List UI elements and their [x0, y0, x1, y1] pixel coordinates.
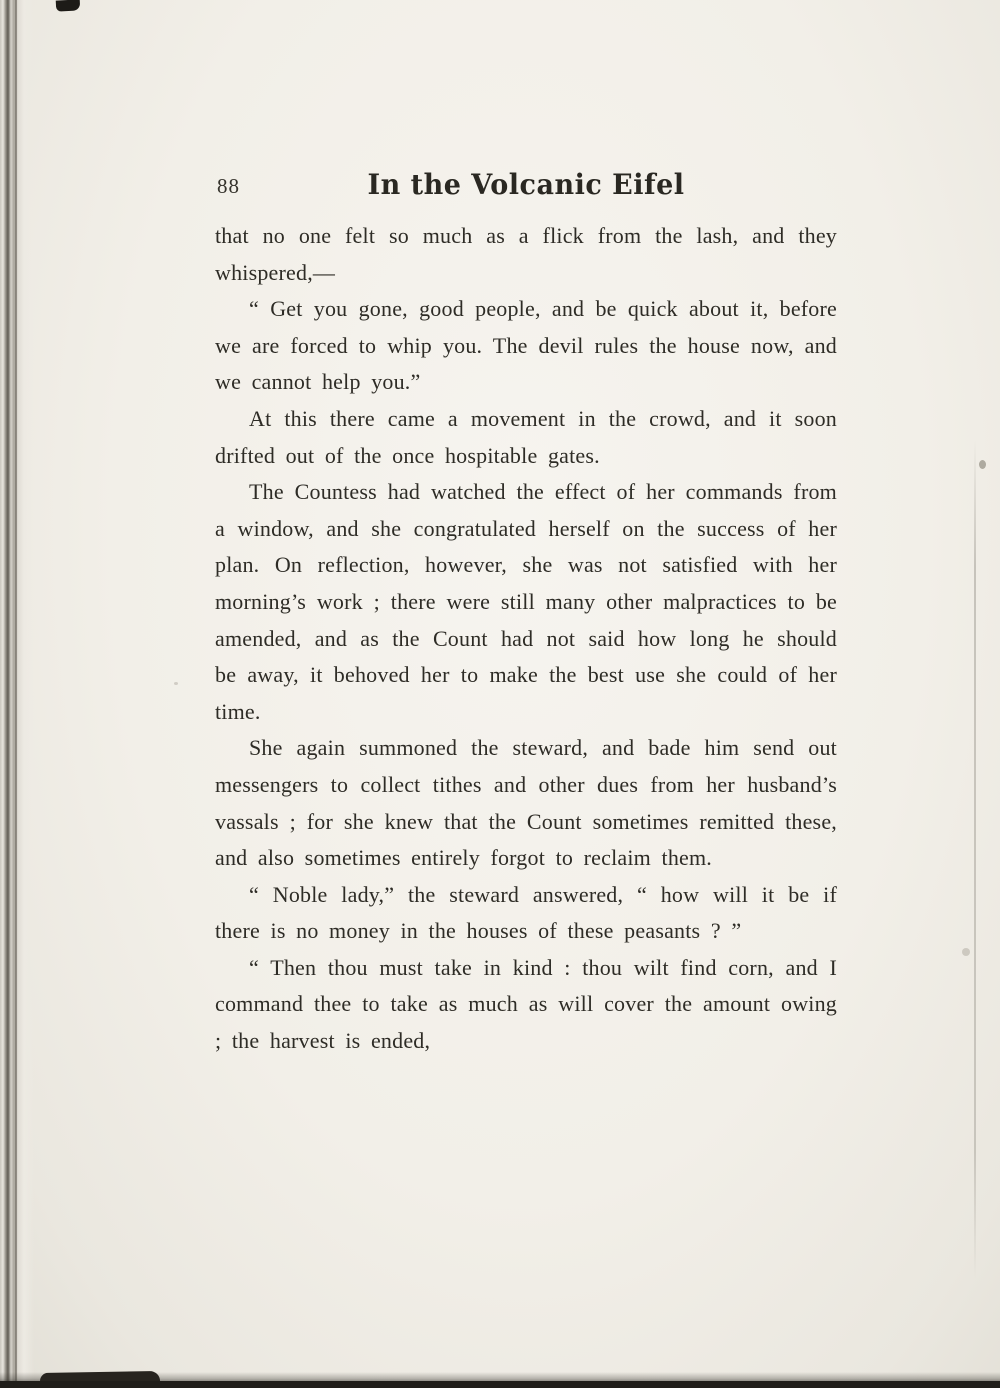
running-title: In the Volcanic Eifel — [367, 169, 685, 202]
scan-dark-bottom-strip — [0, 1381, 1000, 1388]
page-header — [215, 170, 837, 202]
binding-crease-line — [15, 0, 17, 1388]
book-gutter-shadow — [0, 0, 34, 1388]
paragraph: “ Then thou must take in kind : thou wilt find corn, and I command thee to take as much as will cover the amount owing ; the harvest is ended, — [215, 954, 837, 1054]
page-edge-right — [974, 440, 976, 1278]
scan-speck — [174, 682, 178, 685]
scan-speck — [962, 948, 970, 956]
paragraph: The Countess had watched the effect of her commands from a window, and she congratulated herself on the success of her plan. On reflection, however, she was not satisfied with her morning’s work ; there were still many other malpractices to be amended, and as the Count had not said how long he should be away, it behoved her to make the best use she could of her time. — [215, 479, 837, 724]
page-number: 88 — [217, 174, 240, 198]
paragraph: “ Noble lady,” the steward answered, “ how will it be if there is no money in the houses of these peasants ? ” — [215, 881, 837, 944]
paragraph: She again summoned the steward, and bade him send out messengers to collect tithes and other dues from her husband’s vassals ; for she knew that the Count sometimes remitted these, and also sometimes entirely forgot to reclaim them. — [215, 735, 837, 871]
paragraph: that no one felt so much as a flick from the lash, and they whispered,— — [215, 223, 837, 285]
text-block — [215, 170, 837, 1060]
paragraph: “ Get you gone, good people, and be quick about it, before we are forced to whip you. The devil rules the house now, and we cannot help you.” — [215, 296, 837, 395]
page-body — [215, 218, 837, 1060]
scan-smudge-top — [56, 0, 81, 12]
scan-speck — [979, 460, 986, 469]
paragraph: At this there came a movement in the crowd, and it soon drifted out of the once hospitable gates. — [215, 405, 837, 468]
